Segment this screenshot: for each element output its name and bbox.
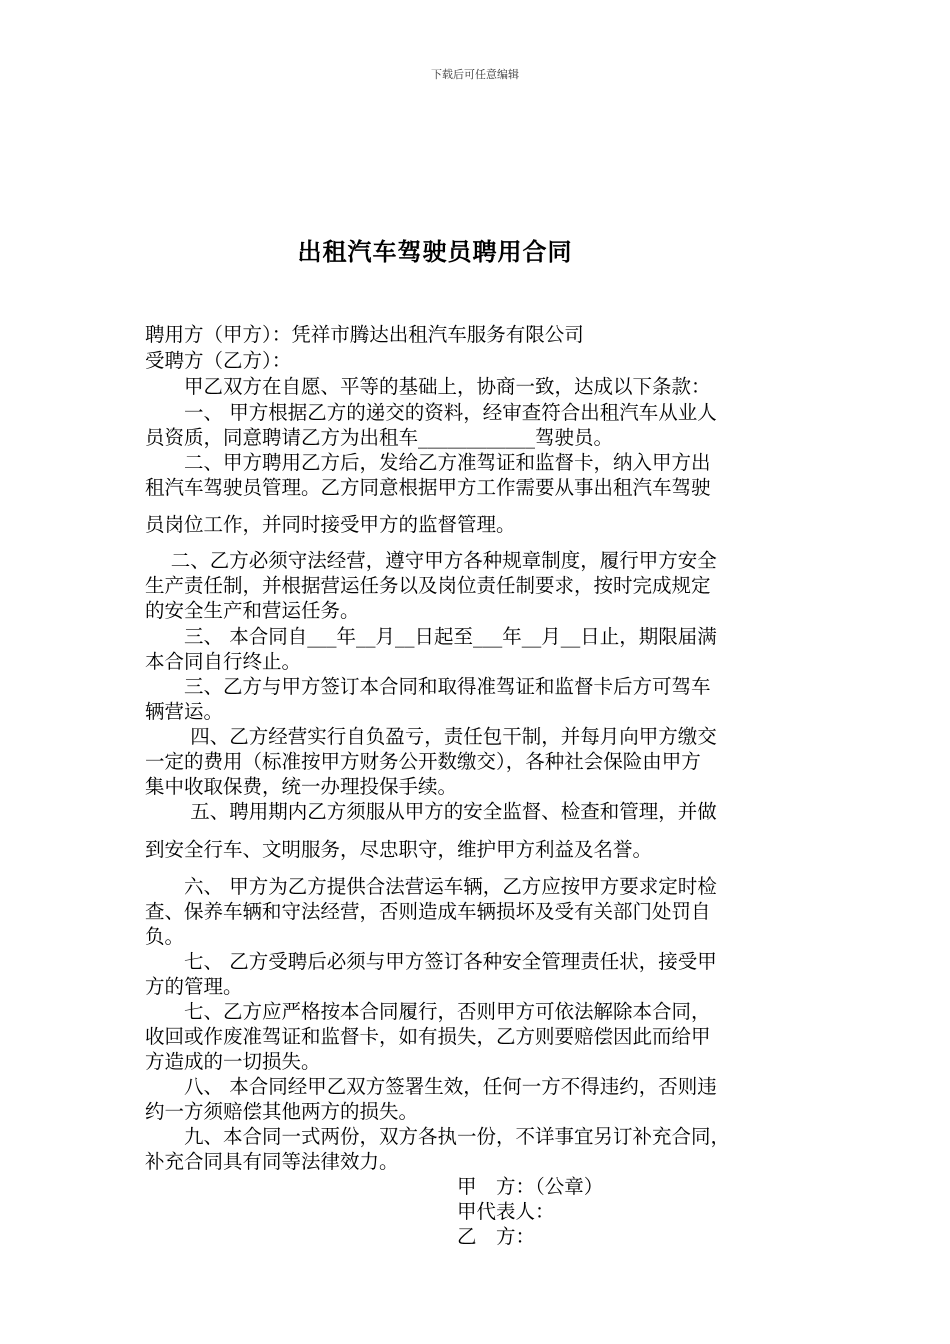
employee-line: 受聘方（乙方）： (145, 349, 292, 372)
clause-line: 租汽车驾驶员管理。乙方同意根据甲方工作需要从事出租汽车驾驶 (145, 476, 711, 499)
clause-line: 五、聘用期内乙方须服从甲方的安全监督、检查和管理，并做 (145, 800, 717, 823)
clause-line: 七、乙方应严格按本合同履行，否则甲方可依法解除本合同， (145, 1000, 711, 1023)
party-b-signature: 乙 方： (457, 1225, 536, 1248)
clause-line: 集中收取保费，统一办理投保手续。 (145, 775, 458, 798)
contract-title: 出租汽车驾驶员聘用合同 (297, 237, 573, 266)
clause-line: 三、乙方与甲方签订本合同和取得准驾证和监督卡后方可驾车 (145, 675, 711, 698)
clause-line: 收回或作废准驾证和监督卡，如有损失，乙方则要赔偿因此而给甲 (145, 1025, 711, 1048)
clause-line: 的安全生产和营运任务。 (145, 599, 360, 622)
clause-line: 负。 (145, 925, 185, 948)
intro-line: 甲乙双方在自愿、平等的基础上，协商一致，达成以下条款： (145, 375, 711, 398)
clause-line: 二、甲方聘用乙方后，发给乙方准驾证和监督卡，纳入甲方出 (145, 451, 711, 474)
party-a-signature: 甲 方：（公章） (457, 1175, 604, 1198)
clause-line: 本合同自行终止。 (145, 650, 302, 673)
employer-line: 聘用方（甲方）：凭祥市腾达出租汽车服务有限公司 (145, 323, 584, 346)
clause-line: 约一方须赔偿其他两方的损失。 (145, 1100, 419, 1123)
clause-line: 方造成的一切损失。 (145, 1050, 321, 1073)
clause-line: 八、 本合同经甲乙双方签署生效，任何一方不得违约，否则违 (145, 1075, 717, 1098)
clause-line: 补充合同具有同等法律效力。 (145, 1150, 399, 1173)
clause-line: 到安全行车、文明服务，尽忠职守，维护甲方利益及名誉。 (145, 838, 653, 861)
page-header: 下载后可任意编辑 (431, 68, 519, 81)
clause-line: 二、乙方必须守法经营，遵守甲方各种规章制度，履行甲方安全 (145, 549, 717, 572)
clause-line: 六、 甲方为乙方提供合法营运车辆，乙方应按甲方要求定时检 (145, 875, 717, 898)
clause-line: 查、保养车辆和守法经营，否则造成车辆损坏及受有关部门处罚自 (145, 900, 711, 923)
clause-line: 一、 甲方根据乙方的递交的资料，经审查符合出租汽车从业人 (145, 401, 717, 424)
clause-line: 员资质，同意聘请乙方为出租车____________驾驶员。 (145, 426, 614, 449)
clause-line: 四、乙方经营实行自负盈亏，责任包干制，并每月向甲方缴交 (145, 725, 717, 748)
clause-line: 员岗位工作，并同时接受甲方的监督管理。 (145, 513, 516, 536)
clause-line: 一定的费用（标准按甲方财务公开数缴交），各种社会保险由甲方 (145, 750, 701, 773)
clause-line: 九、本合同一式两份，双方各执一份，不详事宜另订补充合同， (145, 1125, 731, 1148)
clause-line: 辆营运。 (145, 700, 224, 723)
clause-line: 方的管理。 (145, 975, 243, 998)
party-a-representative: 甲代表人： (457, 1200, 555, 1223)
clause-line: 七、 乙方受聘后必须与甲方签订各种安全管理责任状，接受甲 (145, 950, 717, 973)
clause-line: 生产责任制，并根据营运任务以及岗位责任制要求，按时完成规定 (145, 574, 711, 597)
clause-line: 三、 本合同自___年__月__日起至___年__月__日止，期限届满 (145, 625, 717, 648)
